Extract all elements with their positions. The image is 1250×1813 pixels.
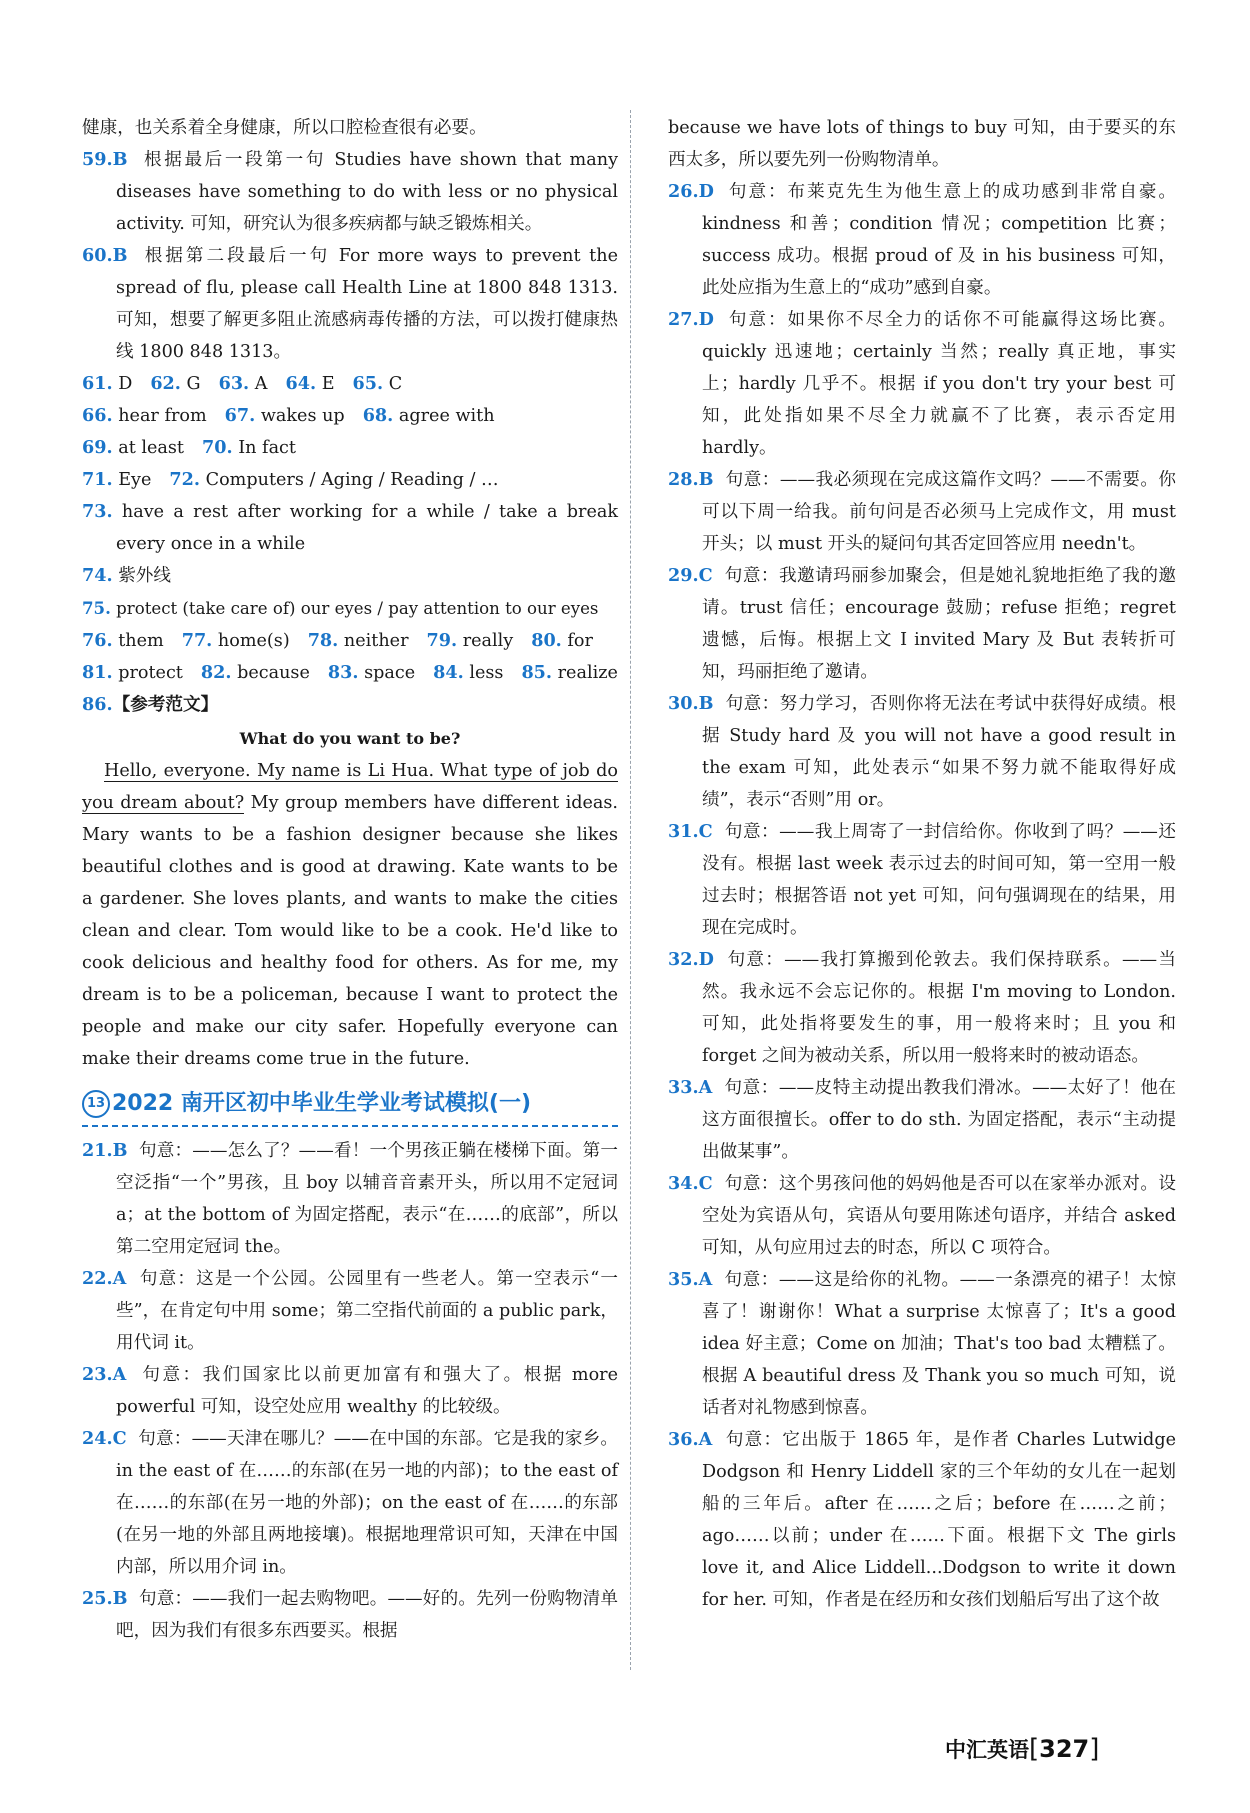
essay-title: What do you want to be? [239,729,461,748]
answer-row-66-68: 66. hear from 67. wakes up 68. agree with [82,405,495,426]
answer-row-61-65: 61. D 62. G 63. A 64. E 65. C [82,373,403,394]
continuation-text: because we have lots of things to buy 可知，由于要买的东西太多，所以要先列一份购物清单。 [668,118,1176,170]
answer-row-81-85: 81. protect 82. because 83. space 84. less 85. realize [82,662,618,683]
page-footer: 中汇英语[327] [945,1734,1100,1764]
answer-item-31: 31.C 句意：——我上周寄了一封信给你。你收到了吗？——还没有。根据 last week 表示过去的时间可知，第一空用一般过去时；根据答语 not yet 可知，问句强调现在的结果，用现在完成时。 [668,821,1176,938]
answer-item-35: 35.A 句意：——这是给你的礼物。——一条漂亮的裙子！太惊喜了！谢谢你！What a surprise 太惊喜了；It's a good idea 好主意；Come on 加油；That's too bad 太糟糕了。根据 A beautiful dress 及 Thank you so much 可知，说话者对礼物感到惊喜。 [668,1269,1176,1418]
answer-row-71-72: 71. Eye 72. Computers / Aging / Reading / … [82,469,499,490]
answer-item-32: 32.D 句意：——我打算搬到伦敦去。我们保持联系。——当然。我永远不会忘记你的。根据 I'm moving to London. 可知，此处指将要发生的事，用一般将来时；且 you 和 forget 之间为被动关系，所以用一般将来时的被动语态。 [668,949,1176,1066]
answer-item-75: 75. protect (take care of) our eyes / pay attention to our eyes [82,598,599,618]
essay-underlined-sentence: Hello, everyone. My name is Li Hua. What type of job do you dream about? [82,761,618,813]
left-column [82,112,618,1647]
essay-heading: 86.【参考范文】 [82,694,219,715]
answer-item-60: 60.B 根据第二段最后一句 For more ways to prevent the spread of flu, please call Health Line at 1800 848 1313. 可知，想要了解更多阻止流感病毒传播的方法，可以拨打健康热线 1800 848 1313。 [82,245,618,362]
answer-item-27: 27.D 句意：如果你不尽全力的话你不可能赢得这场比赛。quickly 迅速地；certainly 当然；really 真正地，事实上；hardly 几乎不。根据 if you don't try your best 可知，此处指如果不尽全力就赢不了比赛，表示否定用 hardly。 [668,309,1176,458]
answer-item-28: 28.B 句意：——我必须现在完成这篇作文吗？——不需要。你可以下周一给我。前句问是否必须马上完成作文，用 must 开头；以 must 开头的疑问句其否定回答应用 needn't。 [668,469,1176,554]
continuation-text: 健康，也关系着全身健康，所以口腔检查很有必要。 [82,118,487,138]
answer-item-59: 59.B 根据最后一段第一句 Studies have shown that many diseases have something to do with less or no physical activity. 可知，研究认为很多疾病都与缺乏锻炼相关。 [82,149,619,234]
answer-item-30: 30.B 句意：努力学习，否则你将无法在考试中获得好成绩。根据 Study hard 及 you will not have a good result in the exam 可知，此处表示“如果不努力就不能取得好成绩”，表示“否则”用 or。 [668,693,1176,810]
essay-body: Hello, everyone. My name is Li Hua. What type of job do you dream about? My group members have different ideas. Mary wants to be a fashion designer because she likes beautiful clothes and is good at drawing. Kate wants to be a gardener. She loves plants, and wants to make the cities clean and clear. Tom would like to be a cook. He'd like to cook delicious and healthy food for others. As for me, my dream is to be a policeman, because I want to protect the people and make our city safer. Hopefully everyone can make their dreams come true in the future. [82,761,619,1069]
answer-row-76-80: 76. them 77. home(s) 78. neither 79. really 80. for [82,630,593,651]
book-title: 中汇英语 [945,1738,1029,1762]
page-number: 327 [1039,1735,1090,1763]
answer-item-21: 21.B 句意：——怎么了？——看！一个男孩正躺在楼梯下面。第一空泛指“一个”男孩，且 boy 以辅音音素开头，所以用不定冠词 a；at the bottom of 为固定搭配，表示“在……的底部”，所以第二空用定冠词 the。 [82,1140,618,1257]
column-divider [630,110,631,1670]
section-title: 13 2022 南开区初中毕业生学业考试模拟(一) [82,1087,618,1127]
answer-item-34: 34.C 句意：这个男孩问他的妈妈他是否可以在家举办派对。设空处为宾语从句，宾语从句要用陈述句语序，并结合 asked 可知，从句应用过去的时态，所以 C 项符合。 [668,1173,1176,1258]
section-badge: 13 [82,1090,110,1118]
answer-row-69-70: 69. at least 70. In fact [82,437,296,458]
answer-item-74: 74. 紫外线 [82,565,171,586]
answer-item-26: 26.D 句意：布莱克先生为他生意上的成功感到非常自豪。kindness 和善；condition 情况；competition 比赛；success 成功。根据 proud of 及 in his business 可知，此处应指为生意上的“成功”感到自豪。 [668,181,1176,298]
answer-item-22: 22.A 句意：这是一个公园。公园里有一些老人。第一空表示“一些”，在肯定句中用 some；第二空指代前面的 a public park，用代词 it。 [82,1268,619,1353]
right-column [668,112,1176,1616]
answer-item-29: 29.C 句意：我邀请玛丽参加聚会，但是她礼貌地拒绝了我的邀请。trust 信任；encourage 鼓励；refuse 拒绝；regret 遗憾，后悔。根据上文 I invited Mary 及 But 表转折可知，玛丽拒绝了邀请。 [668,565,1176,682]
answer-item-33: 33.A 句意：——皮特主动提出教我们滑冰。——太好了！他在这方面很擅长。offer to do sth. 为固定搭配，表示“主动提出做某事”。 [668,1077,1176,1162]
answer-item-36: 36.A 句意：它出版于 1865 年，是作者 Charles Lutwidge Dodgson 和 Henry Liddell 家的三个年幼的女儿在一起划船的三年后。after 在……之后；before 在……之前；ago……以前；under 在……下面。根据下文 The girls love it, and Alice Liddell...Dodgson to write it down for her. 可知，作者是在经历和女孩们划船后写出了这个故 [668,1429,1176,1610]
answer-item-23: 23.A 句意：我们国家比以前更加富有和强大了。根据 more powerful 可知，设空处应用 wealthy 的比较级。 [82,1364,618,1417]
answer-item-73: 73. have a rest after working for a while / take a break every once in a while [82,501,619,554]
answer-item-24: 24.C 句意：——天津在哪儿？——在中国的东部。它是我的家乡。in the east of 在……的东部(在另一地的内部)；to the east of 在……的东部(在另一地的外部)；on the east of 在……的东部(在另一地的外部且两地接壤)。根据地理常识可知，天津在中国内部，所以用介词 in。 [82,1428,618,1577]
answer-item-25: 25.B 句意：——我们一起去购物吧。——好的。先列一份购物清单吧，因为我们有很多东西要买。根据 [82,1588,618,1641]
